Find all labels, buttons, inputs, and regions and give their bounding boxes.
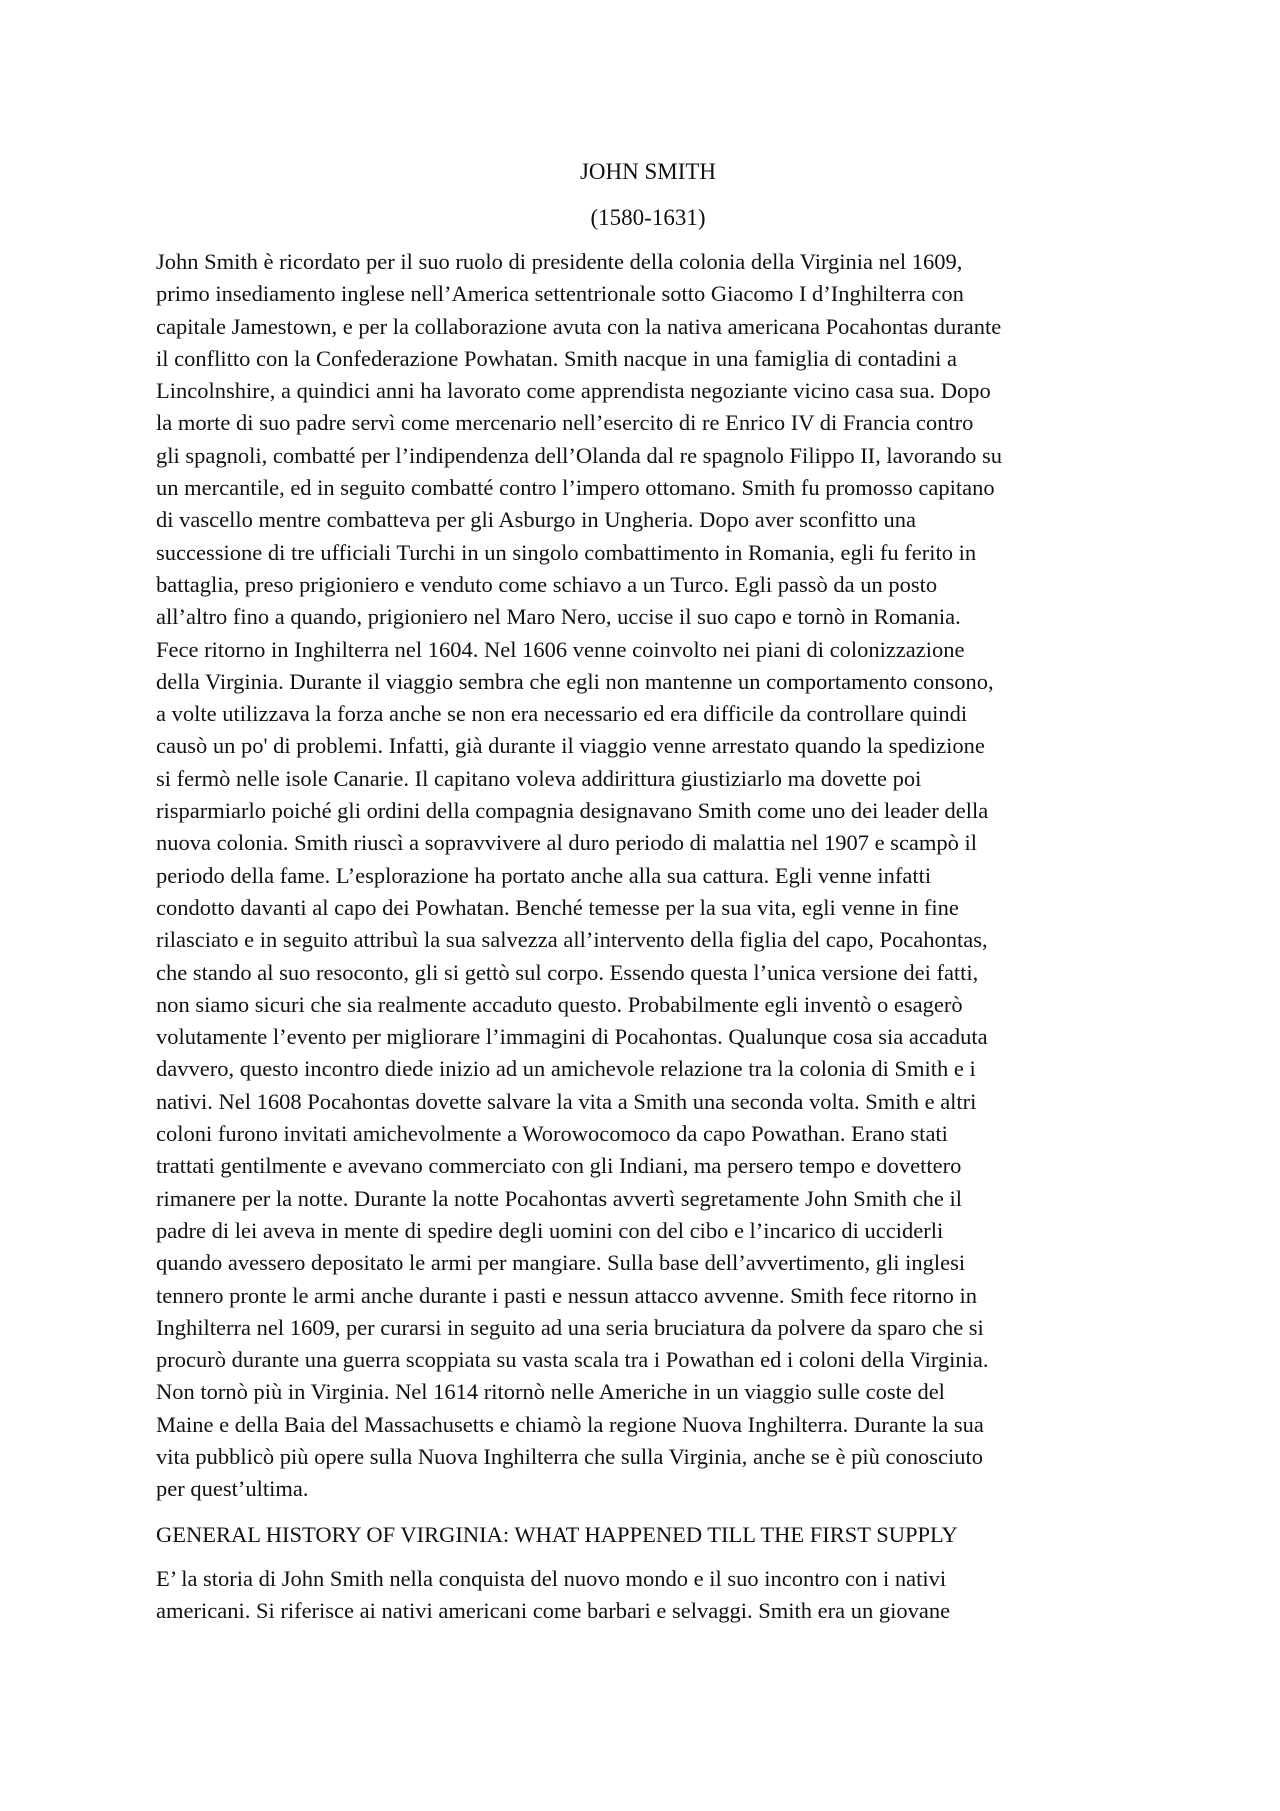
paragraph-line: trattati gentilmente e avevano commerciato con gli Indiani, ma persero tempo e dovettero xyxy=(156,1153,962,1179)
paragraph-line: Maine e della Baia del Massachusetts e chiamò la regione Nuova Inghilterra. Durante la sua xyxy=(156,1411,984,1437)
paragraph-line: Inghilterra nel 1609, per curarsi in seguito ad una seria bruciatura da polvere da sparo che si xyxy=(156,1314,984,1340)
paragraph-line: rimanere per la notte. Durante la notte Pocahontas avvertì segretamente John Smith che il xyxy=(156,1185,962,1211)
paragraph-line: non siamo sicuri che sia realmente accaduto questo. Probabilmente egli inventò o esagerò xyxy=(156,991,963,1017)
paragraph-line: gli spagnoli, combatté per l’indipendenza dell’Olanda dal re spagnolo Filippo II, lavorando su xyxy=(156,442,1003,468)
section-heading: GENERAL HISTORY OF VIRGINIA: WHAT HAPPENED TILL THE FIRST SUPPLY xyxy=(156,1521,958,1547)
document-subtitle-dates: (1580-1631) xyxy=(590,205,706,230)
paragraph-line: E’ la storia di John Smith nella conquista del nuovo mondo e il suo incontro con i nativi xyxy=(156,1565,947,1591)
body-paragraph-2 xyxy=(156,1563,1140,1628)
paragraph-line: John Smith è ricordato per il suo ruolo di presidente della colonia della Virginia nel 1609, xyxy=(156,249,963,274)
paragraph-line: condotto davanti al capo dei Powhatan. Benché temesse per la sua vita, egli venne in fine xyxy=(156,894,959,920)
paragraph-line: padre di lei aveva in mente di spedire degli uomini con del cibo e l’incarico di ucciderli xyxy=(156,1217,944,1243)
paragraph-line: di vascello mentre combatteva per gli Asburgo in Ungheria. Dopo aver sconfitto una xyxy=(156,507,917,533)
document-title: JOHN SMITH xyxy=(579,159,717,184)
paragraph-line: davvero, questo incontro diede inizio ad un amichevole relazione tra la colonia di Smith e i xyxy=(156,1056,976,1082)
body-paragraph-1 xyxy=(156,246,1140,1506)
paragraph-line: nuova colonia. Smith riuscì a sopravvivere al duro periodo di malattia nel 1907 e scampò il xyxy=(156,830,978,856)
paragraph-line: all’altro fino a quando, prigioniero nel Maro Nero, uccise il suo capo e tornò in Romania. xyxy=(156,604,961,630)
paragraph-line: della Virginia. Durante il viaggio sembra che egli non mantenne un comportamento consono, xyxy=(156,668,994,694)
paragraph-line: coloni furono invitati amichevolmente a Worowocomoco da capo Powathan. Erano stati xyxy=(156,1121,948,1147)
paragraph-line: causò un po' di problemi. Infatti, già durante il viaggio venne arrestato quando la spedizione xyxy=(156,733,985,759)
paragraph-line: rilasciato e in seguito attribuì la sua salvezza all’intervento della figlia del capo, Pocahontas, xyxy=(156,927,988,953)
paragraph-line: il conflitto con la Confederazione Powhatan. Smith nacque in una famiglia di contadini a xyxy=(156,345,958,371)
paragraph-line: risparmiarlo poiché gli ordini della compagnia designavano Smith come uno dei leader della xyxy=(156,798,989,824)
paragraph-line: vita pubblicò più opere sulla Nuova Inghilterra che sulla Virginia, anche se è più conosciuto xyxy=(156,1443,983,1469)
paragraph-line: americani. Si riferisce ai nativi americani come barbari e selvaggi. Smith era un giovane xyxy=(156,1597,951,1623)
paragraph-line: primo insediamento inglese nell’America settentrionale sotto Giacomo I d’Inghilterra con xyxy=(156,281,964,307)
document-page xyxy=(156,156,1140,1627)
paragraph-line: per quest’ultima. xyxy=(156,1476,309,1502)
paragraph-line: Fece ritorno in Inghilterra nel 1604. Nel 1606 venne coinvolto nei piani di colonizzazione xyxy=(156,636,965,662)
paragraph-line: tennero pronte le armi anche durante i pasti e nessun attacco avvenne. Smith fece ritorno in xyxy=(156,1282,977,1308)
paragraph-line: volutamente l’evento per migliorare l’immagini di Pocahontas. Qualunque cosa sia accaduta xyxy=(156,1024,988,1050)
paragraph-line: si fermò nelle isole Canarie. Il capitano voleva addirittura giustiziarlo ma dovette poi xyxy=(156,765,922,791)
paragraph-line: successione di tre ufficiali Turchi in un singolo combattimento in Romania, egli fu ferito in xyxy=(156,539,977,565)
paragraph-line: Non tornò più in Virginia. Nel 1614 ritornò nelle Americhe in un viaggio sulle coste del xyxy=(156,1379,945,1405)
paragraph-line: periodo della fame. L’esplorazione ha portato anche alla sua cattura. Egli venne infatti xyxy=(156,862,932,888)
paragraph-line: quando avessero depositato le armi per mangiare. Sulla base dell’avvertimento, gli inglesi xyxy=(156,1250,966,1276)
paragraph-line: la morte di suo padre servì come mercenario nell’esercito di re Enrico IV di Francia contro xyxy=(156,410,974,436)
paragraph-line: nativi. Nel 1608 Pocahontas dovette salvare la vita a Smith una seconda volta. Smith e altri xyxy=(156,1088,977,1114)
paragraph-line: un mercantile, ed in seguito combatté contro l’impero ottomano. Smith fu promosso capitano xyxy=(156,475,995,501)
paragraph-line: capitale Jamestown, e per la collaborazione avuta con la nativa americana Pocahontas durante xyxy=(156,313,1002,339)
paragraph-line: Lincolnshire, a quindici anni ha lavorato come apprendista negoziante vicino casa sua. Dopo xyxy=(156,378,991,404)
paragraph-line: a volte utilizzava la forza anche se non era necessario ed era difficile da controllare quindi xyxy=(156,701,968,727)
paragraph-line: battaglia, preso prigioniero e venduto come schiavo a un Turco. Egli passò da un posto xyxy=(156,571,938,597)
paragraph-line: procurò durante una guerra scoppiata su vasta scala tra i Powathan ed i coloni della Virginia. xyxy=(156,1347,989,1373)
paragraph-line: che stando al suo resoconto, gli si gettò sul corpo. Essendo questa l’unica versione dei fatti, xyxy=(156,959,979,985)
